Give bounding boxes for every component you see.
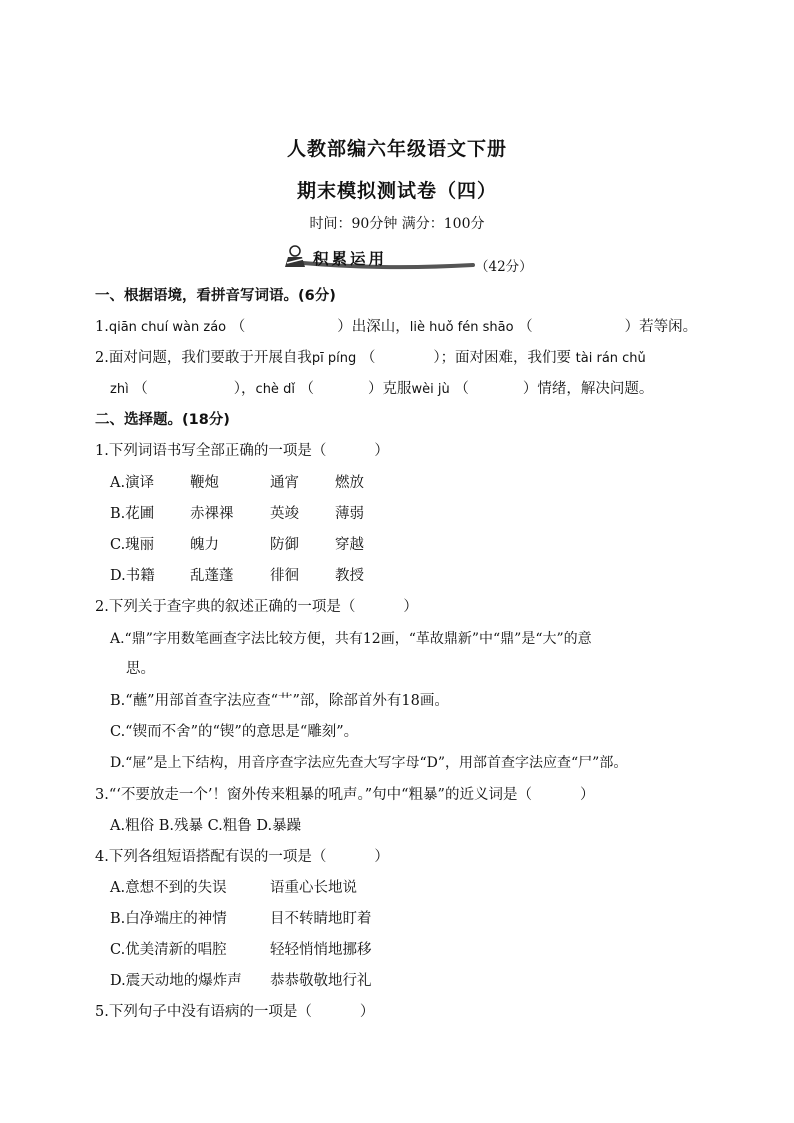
banner-label: 积累运用: [313, 250, 388, 268]
option-row: A.演译 鞭炮 通宵 燃放: [110, 475, 364, 491]
banner-score: （42分）: [475, 259, 533, 275]
option-row: C.瑰丽 魄力 防御 穿越: [110, 537, 364, 553]
page-title: 人教部编六年级语文下册: [286, 138, 507, 160]
question-2-5-stem: 5.下列句子中没有语病的一项是（ ）: [95, 1004, 375, 1020]
section-banner: [283, 243, 533, 275]
option-d: D.“屉”是上下结构，用音序查字法应先查大写字母“D”，用部首查字法应查“尸”部。: [110, 755, 628, 771]
option-b: B.“蘸”用部首查字法应查“艹”部，除部首外有18画。: [110, 693, 449, 709]
pinyin: liè huǒ fén shāo: [409, 320, 514, 335]
section-1-heading: 一、根据语境，看拼音写词语。(6分): [95, 288, 336, 304]
pinyin: zhì: [110, 382, 129, 397]
question-2-2-stem: 2.下列关于查字典的叙述正确的一项是（ ）: [95, 599, 418, 615]
pinyin: wèi jù: [411, 382, 450, 397]
question-1-1: 1.qiān chuí wàn záo （ ）出深山，liè huǒ fén shāo （ ）若等闲。: [95, 319, 698, 335]
pinyin: pī píng: [311, 351, 357, 366]
option-row: D.震天动地的爆炸声 恭恭敬敬地行礼: [110, 973, 372, 989]
section-2-heading: 二、选择题。(18分): [95, 412, 230, 428]
option-row: A.意想不到的失误 语重心长地说: [110, 880, 357, 896]
pinyin: tài rán chǔ: [575, 351, 646, 366]
pinyin: qiān chuí wàn záo: [108, 320, 227, 335]
pinyin: chè dǐ: [255, 382, 295, 397]
question-1-2-line-1: 2.面对问题，我们要敢于开展自我pī píng （ ）；面对困难，我们要 tài rán chǔ: [95, 350, 646, 366]
option-row: C.优美清新的唱腔 轻轻悄悄地挪移: [110, 942, 372, 958]
question-2-3-stem: 3.“‘不要放走一个’！窗外传来粗暴的吼声。”句中“粗暴”的近义词是（ ）: [95, 787, 595, 803]
option-a-continued: 思。: [126, 661, 155, 677]
option-row: B.白净端庄的神情 目不转睛地盯着: [110, 911, 372, 927]
option-c: C.“锲而不舍”的“锲”的意思是“雕刻”。: [110, 724, 359, 740]
option-row: D.书籍 乱蓬蓬 徘徊 教授: [110, 568, 364, 584]
question-2-4-stem: 4.下列各组短语搭配有误的一项是（ ）: [95, 849, 389, 865]
option-row: B.花圃 赤祼祼 英竣 薄弱: [110, 506, 364, 522]
option-a: A.“鼎”字用数笔画查字法比较方便，共有12画，“革故鼎新”中“鼎”是“大”的意: [110, 631, 592, 647]
reading-figure-icon: [285, 246, 305, 267]
question-2-1-stem: 1.下列词语书写全部正确的一项是（ ）: [95, 443, 389, 459]
exam-meta: 时间：90分钟 满分：100分: [309, 216, 485, 232]
question-1-2-line-2: zhì （ ），chè dǐ （ ）克服wèi jù （ ）情绪，解决问题。: [110, 381, 654, 397]
page-subtitle: 期末模拟测试卷（四）: [296, 180, 497, 202]
option-row: A.粗俗 B.残暴 C.粗鲁 D.暴躁: [110, 818, 302, 834]
